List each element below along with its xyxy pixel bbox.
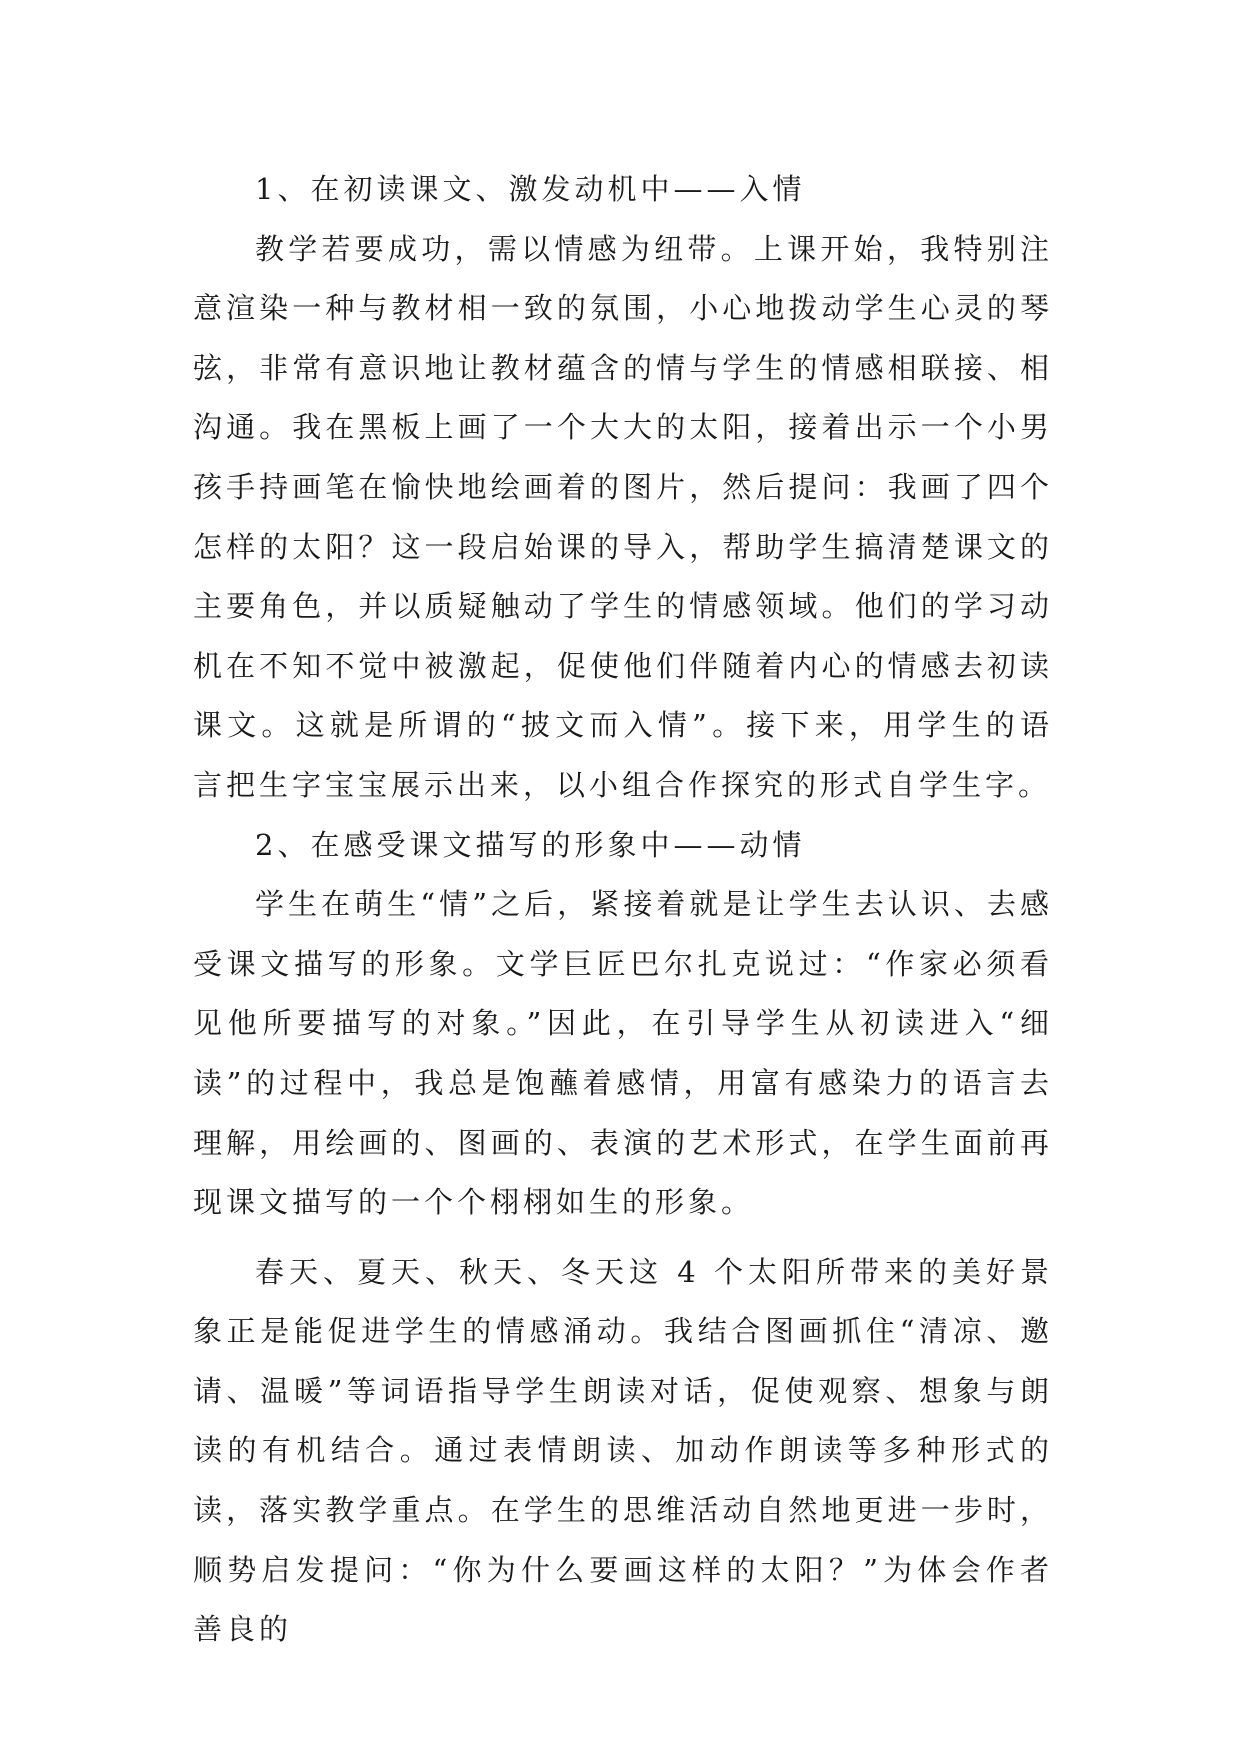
paragraph-3: 春天、夏天、秋天、冬天这 4 个太阳所带来的美好景象正是能促进学生的情感涌动。我结合图画抓住“清凉、邀请、温暖”等词语指导学生朗读对话，促使观察、想象与朗读的有机结合。通过表情朗读、加动作朗读等多种形式的读，落实教学重点。在学生的思维活动自然地更进一步时，顺势启发提问：“你为什么要画这样的太阳？”为体会作者善良的 <box>193 1254 1053 1647</box>
section-heading-1: 1、在初读课文、激发动机中——入情 <box>255 172 806 206</box>
paragraph-2: 学生在萌生“情”之后，紧接着就是让学生去认识、去感受课文描写的形象。文学巨匠巴尔扎克说过：“作家必须看见他所要描写的对象。”因此，在引导学生从初读进入“细读”的过程中，我总是饱蘸着感情，用富有感染力的语言去理解，用绘画的、图画的、表演的艺术形式，在学生面前再现课文描写的一个个栩栩如生的形象。 <box>193 887 1053 1220</box>
document-body <box>193 160 1053 1660</box>
paragraph-1: 教学若要成功，需以情感为纽带。上课开始，我特别注意渲染一种与教材相一致的氛围，小心地拨动学生心灵的琴弦，非常有意识地让教材蕴含的情与学生的情感相联接、相沟通。我在黑板上画了一个大大的太阳，接着出示一个小男孩手持画笔在愉快地绘画着的图片，然后提问：我画了四个怎样的太阳？这一段启始课的导入，帮助学生搞清楚课文的主要角色，并以质疑触动了学生的情感领域。他们的学习动机在不知不觉中被激起，促使他们伴随着内心的情感去初读课文。这就是所谓的“披文而入情”。接下来，用学生的语言把生字宝宝展示出来，以小组合作探究的形式自学生字。 <box>193 231 1053 802</box>
section-heading-2: 2、在感受课文描写的形象中——动情 <box>255 827 806 862</box>
